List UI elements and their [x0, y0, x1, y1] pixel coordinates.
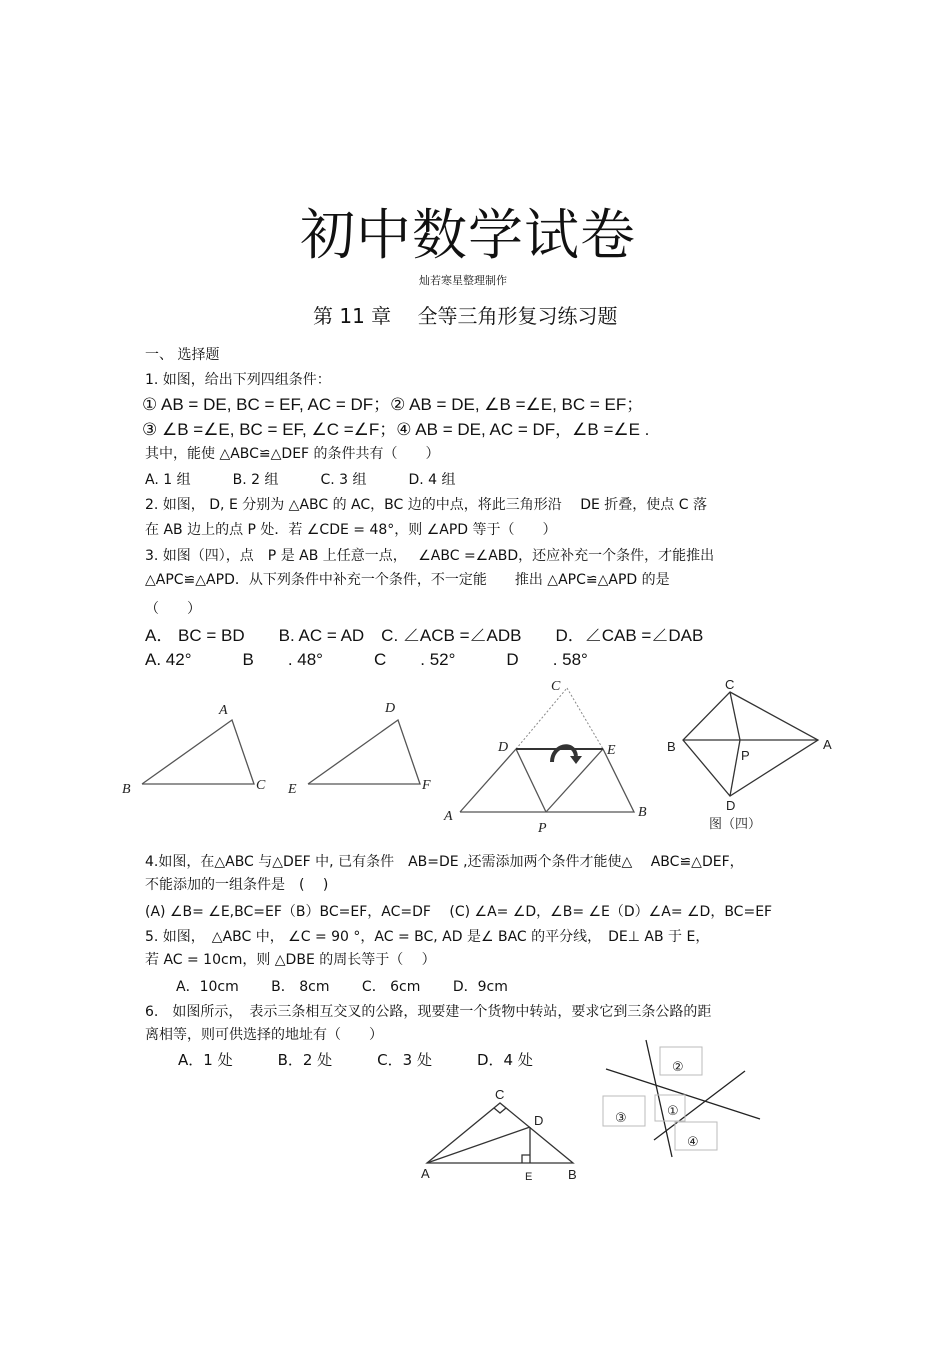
q6-line-1: 6. 如图所示， 表示三条相互交叉的公路，现要建一个货物中转站，要求它到三条公路的距: [145, 1004, 712, 1020]
q2-line-2: 在 AB 边上的点 P 处．若 ∠CDE = 48°，则 ∠APD 等于（ ）: [145, 522, 557, 538]
q2-line-1: 2. 如图， D, E 分别为 △ABC 的 AC，BC 边的中点，将此三角形沿 DE 折叠，使点 C 落: [145, 497, 707, 513]
fig4-label-p: P: [741, 748, 750, 763]
fig2-label-e: E: [288, 782, 297, 797]
fig4-label-c: C: [725, 677, 735, 692]
exam-title: 初中数学试卷: [300, 203, 637, 267]
fig3-label-e: E: [607, 743, 616, 758]
q3-options: A． BC = BD B. AC = AD C. ∠ACB =∠ADB D．∠CAB =∠DAB: [145, 626, 704, 645]
q6-options: A．1 处 B．2 处 C．3 处 D．4 处: [178, 1051, 533, 1069]
fig5-label-d: D: [534, 1113, 544, 1128]
fig3-label-c: C: [551, 679, 561, 694]
fig5-label-b: B: [568, 1167, 577, 1182]
fig3-label-a: A: [444, 809, 453, 824]
fig3-label-d: D: [498, 740, 509, 755]
exam-subtitle: 灿若寒星整理制作: [419, 274, 507, 287]
fig6-region-3: ③: [615, 1111, 627, 1126]
fig2-label-f: F: [422, 778, 431, 793]
q3-line-2: △APC≌△APD．从下列条件中补充一个条件，不一定能 推出 △APC≌△APD 的是: [145, 572, 670, 588]
fig4-caption: 图（四）: [709, 817, 762, 832]
q5-options: A．10cm B． 8cm C． 6cm D．9cm: [176, 979, 508, 995]
q1-stem: 1. 如图，给出下列四组条件：: [145, 372, 331, 388]
chapter-heading: 第 11 章 全等三角形复习练习题: [313, 304, 618, 328]
fig6-region-2: ②: [672, 1060, 684, 1075]
figure-three-roads: [606, 1040, 760, 1157]
q2-angle-options: A. 42° B . 48° C . 52° D . 58°: [145, 650, 588, 669]
fig4-label-a: A: [823, 737, 832, 752]
q3-line-1: 3. 如图（四），点 P 是 AB 上任意一点， ∠ABC =∠ABD，还应补充一个条件，才能推出: [145, 548, 715, 564]
fig1-label-b: B: [122, 782, 131, 797]
q1-condition-line-1: ① AB = DE, BC = EF, AC = DF；② AB = DE, ∠B =∠E, BC = EF；: [142, 395, 644, 414]
q3-line-3: （ ）: [145, 601, 201, 617]
fig1-label-c: C: [256, 778, 266, 793]
fig5-label-e: E: [525, 1171, 533, 1183]
q4-options: (A) ∠B= ∠E,BC=EF（B）BC=EF，AC=DF (C) ∠A= ∠D，∠B= ∠E（D）∠A= ∠D，BC=EF: [145, 904, 773, 920]
section-heading: 一、 选择题: [145, 347, 220, 363]
q6-line-2: 离相等，则可供选择的地址有（ ）: [145, 1027, 383, 1043]
fig6-region-4: ④: [687, 1135, 699, 1150]
fig2-label-d: D: [385, 701, 396, 716]
fig4-label-b: B: [667, 739, 676, 754]
q5-line-2: 若 AC = 10cm，则 △DBE 的周长等于（ ）: [145, 952, 436, 968]
fig4-label-d: D: [726, 798, 736, 813]
q4-line-2: 不能添加的一组条件是 ( ): [145, 877, 329, 893]
fig1-label-a: A: [219, 703, 228, 718]
fig5-label-c: C: [495, 1087, 505, 1102]
fig3-label-p: P: [538, 821, 547, 836]
fig5-label-a: A: [421, 1166, 430, 1181]
fig3-label-b: B: [638, 805, 647, 820]
fig6-region-boxes: [603, 1047, 717, 1150]
q4-line-1: 4.如图，在△ABC 与△DEF 中, 已有条件 AB=DE ,还需添加两个条件才能使△ ABC≌△DEF，: [145, 854, 744, 870]
q1-question-line: 其中，能使 △ABC≌△DEF 的条件共有（ ）: [145, 446, 440, 462]
q5-line-1: 5. 如图， △ABC 中， ∠C = 90 °，AC = BC, AD 是∠ BAC 的平分线， DE⊥ AB 于 E，: [145, 929, 710, 945]
q1-condition-line-2: ③ ∠B =∠E, BC = EF, ∠C =∠F；④ AB = DE, AC = DF，∠B =∠E .: [142, 420, 650, 439]
fig6-region-1: ①: [667, 1104, 679, 1119]
q1-options: A. 1 组 B. 2 组 C. 3 组 D. 4 组: [145, 472, 456, 488]
figure-right-triangle: [427, 1103, 573, 1163]
